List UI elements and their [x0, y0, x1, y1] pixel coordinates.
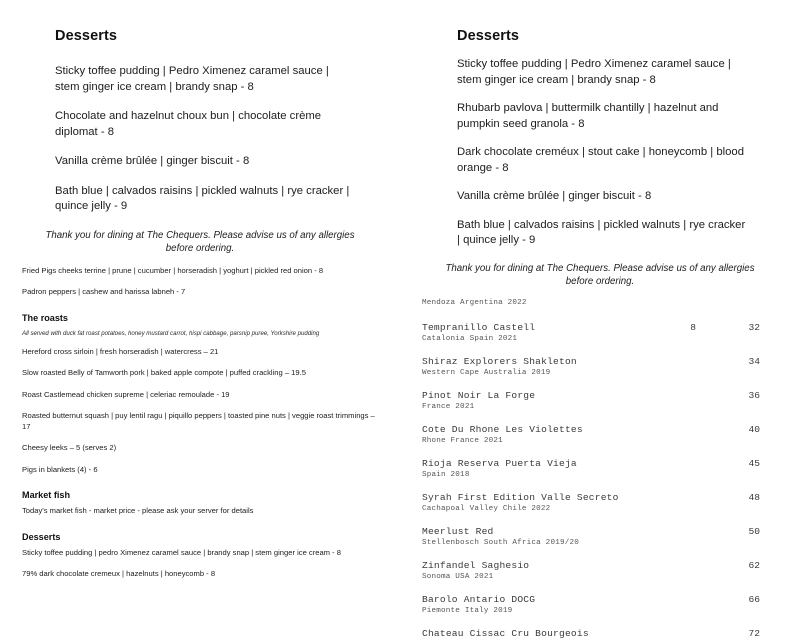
wine-list-section: [400, 288, 800, 640]
wine-bottle-price: 32: [748, 321, 760, 333]
wine-row: [422, 321, 760, 345]
left-allergy-notice: Thank you for dining at The Chequers. Please advise us of any allergies before ordering.: [45, 229, 355, 254]
wine-bottle-price: 45: [748, 457, 760, 469]
wine-region-orphan: Mendoza Argentina 2022: [422, 298, 527, 307]
wine-bottle-price: 50: [748, 525, 760, 537]
wine-row: [422, 457, 760, 481]
roast-item: Roasted butternut squash | puy lentil ragu | piquillo peppers | toasted pine nuts | veggie roast trimmings – 17: [22, 411, 375, 431]
wine-bottle-price: 34: [748, 355, 760, 367]
market-fish-item: Today's market fish - market price - please ask your server for details: [22, 506, 254, 515]
dish-item: Vanilla crème brûlée | ginger biscuit - 8: [457, 190, 652, 202]
wine-name: Tempranillo Castell: [422, 321, 536, 333]
roast-item: Hereford cross sirloin | fresh horseradish | watercress – 21: [22, 346, 219, 356]
roast-item: Roast Castlemead chicken supreme | celeriac remoulade - 19: [22, 389, 230, 399]
wine-name: Pinot Noir La Forge: [422, 389, 536, 401]
starter-item: Padron peppers | cashew and harissa labneh - 7: [22, 287, 186, 296]
dish-item: Chocolate and hazelnut choux bun | chocolate crème diplomat - 8: [55, 110, 322, 138]
roast-item: Cheesy leeks – 5 (serves 2): [22, 443, 117, 452]
wine-name: Barolo Antario DOCG: [422, 593, 536, 605]
left-menu-panel: [0, 0, 400, 600]
roast-item: Pigs in blankets (4) - 6: [22, 464, 98, 474]
roast-item: Slow roasted Belly of Tamworth pork | baked apple compote | puffed crackling – 19.5: [22, 368, 306, 377]
right-allergy-notice: Thank you for dining at The Chequers. Please advise us of any allergies before ordering.: [445, 262, 755, 287]
wine-name: Zinfandel Saghesio: [422, 559, 530, 571]
wine-region: Sonoma USA 2021: [422, 572, 494, 581]
wine-bottle-price: 40: [748, 423, 760, 435]
wine-name: Shiraz Explorers Shakleton: [422, 355, 577, 367]
wine-glass-price: 8: [690, 321, 696, 333]
wine-name: Rioja Reserva Puerta Vieja: [422, 457, 577, 469]
wine-region: Cachapoal Valley Chile 2022: [422, 504, 551, 513]
dish-item: Vanilla crème brûlée | ginger biscuit - 8: [55, 155, 250, 167]
wine-bottle-price: 62: [748, 559, 760, 571]
wine-region: Piemonte Italy 2019: [422, 606, 513, 615]
wine-row: [422, 627, 760, 640]
roasts-accompaniment-note: All served with duck fat roast potatoes, honey mustard carrot, hispi cabbage, parsnip puree, Yorkshire pudding: [22, 329, 320, 337]
starter-item: Fried Pigs cheeks terrine | prune | cucumber | horseradish | yoghurt | pickled red onion - 8: [22, 265, 324, 275]
market-fish-heading: Market fish: [22, 490, 71, 500]
wine-region: Stellenbosch South Africa 2019/20: [422, 538, 579, 547]
dish-item: Sticky toffee pudding | Pedro Ximenez caramel sauce | stem ginger ice cream | brandy snap - 8: [55, 65, 329, 93]
wine-row: [422, 525, 760, 549]
wine-region: Catalonia Spain 2021: [422, 334, 518, 343]
wine-name: Chateau Cissac Cru Bourgeois: [422, 627, 589, 639]
wine-row: [422, 593, 760, 617]
wine-bottle-price: 72: [748, 627, 760, 639]
left-full-menu-section: [0, 255, 400, 580]
left-desserts-section: [0, 0, 400, 215]
wine-row: [422, 559, 760, 583]
wine-row: [422, 423, 760, 447]
wine-name: Cote Du Rhone Les Violettes: [422, 423, 583, 435]
dish-item: Bath blue | calvados raisins | pickled walnuts | rye cracker | quince jelly - 9: [457, 218, 746, 246]
dish-item: Bath blue | calvados raisins | pickled walnuts | rye cracker | quince jelly - 9: [55, 184, 350, 212]
wine-region: Spain 2018: [422, 470, 470, 479]
small-dessert-item: Sticky toffee pudding | pedro Ximenez caramel sauce | brandy snap | stem ginger ice cream - 8: [22, 547, 341, 557]
wine-name: Syrah First Edition Valle Secreto: [422, 491, 619, 503]
wine-row: [422, 491, 760, 515]
small-desserts-heading: Desserts: [22, 531, 61, 542]
wine-row: [422, 389, 760, 413]
wine-bottle-price: 66: [748, 593, 760, 605]
small-dessert-item: 79% dark chocolate cremeux | hazelnuts | honeycomb - 8: [22, 569, 216, 578]
wine-row: [422, 355, 760, 379]
dish-item: Sticky toffee pudding | Pedro Ximenez caramel sauce | stem ginger ice cream | brandy snap - 8: [457, 58, 731, 86]
left-desserts-heading: Desserts: [55, 28, 118, 44]
right-desserts-heading: Desserts: [457, 28, 520, 44]
wine-bottle-price: 48: [748, 491, 760, 503]
dish-item: Dark chocolate creméux | stout cake | honeycomb | blood orange - 8: [457, 146, 744, 174]
roasts-heading: The roasts: [22, 312, 68, 323]
right-desserts-section: [400, 0, 800, 249]
wine-region: France 2021: [422, 402, 475, 411]
wine-bottle-price: 36: [748, 389, 760, 401]
wine-region: Western Cape Australia 2019: [422, 368, 551, 377]
wine-name: Meerlust Red: [422, 525, 494, 537]
wine-region: Rhone France 2021: [422, 436, 503, 445]
dish-item: Rhubarb pavlova | buttermilk chantilly | hazelnut and pumpkin seed granola - 8: [457, 102, 719, 130]
right-menu-panel: [400, 0, 800, 639]
